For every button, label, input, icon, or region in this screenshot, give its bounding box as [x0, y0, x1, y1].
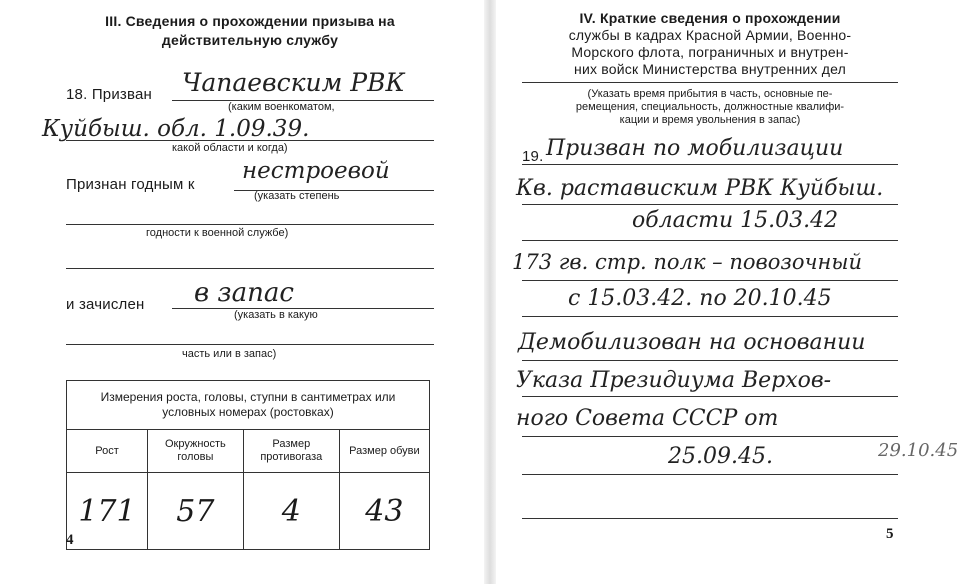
section-iii-title-line2: действительную службу: [161, 32, 339, 48]
instruction-caption-1: (Указать время прибытия в часть, основные пе-: [587, 88, 833, 100]
entry-number: 19.: [522, 148, 544, 165]
ruled-line-4: [522, 280, 898, 281]
degree-caption-a: (указать степень: [254, 190, 340, 202]
enrolled-handwritten: в запас: [194, 278, 294, 308]
ruled-line-3: [522, 240, 898, 241]
called-label: 18. Призван: [66, 86, 153, 103]
section-iv-title-line1: IV. Краткие сведения о прохождении: [579, 10, 841, 26]
spine-gutter: [484, 0, 496, 584]
ruled-line-1: [522, 164, 898, 165]
section-iii-title: [60, 12, 440, 50]
fit-label: Признан годным к: [66, 176, 195, 193]
called-handwritten: Чапаевским РВК: [182, 68, 405, 97]
entry-line-7: Указа Президиума Верхов-: [516, 368, 832, 393]
instruction-caption-2: ремещения, специальность, должностные квалифи-: [575, 101, 845, 113]
col-gas-mask-size: Размер противогаза: [243, 430, 339, 473]
measurements-header: Измерения роста, головы, ступни в сантиметрах или условных номерах (ростовках): [67, 381, 430, 430]
section-iv-title: [522, 10, 898, 78]
ruled-line-6: [522, 360, 898, 361]
entry-line-1: Призван по мобилизации: [546, 136, 844, 161]
region-date-line: [66, 140, 434, 141]
ruled-line-10: [522, 518, 898, 519]
instruction-caption-3: кации и время увольнения в запас): [619, 114, 801, 126]
which-caption-b: часть или в запас): [182, 348, 277, 360]
ruled-line-8: [522, 436, 898, 437]
col-head-circumference: Окружность головы: [147, 430, 243, 473]
entry-note: 29.10.45: [878, 440, 959, 461]
entry-line-4: 173 гв. стр. полк – повозочный: [512, 250, 862, 274]
section-iii-title-line1: III. Сведения о прохождении призыва на: [105, 13, 395, 29]
region-date-handwritten: Куйбыш. обл. 1.09.39.: [42, 116, 310, 142]
degree-line: [66, 224, 434, 225]
entry-line-2: Кв. растависким РВК Куйбыш.: [516, 176, 884, 201]
left-page: [0, 0, 480, 584]
measurements-table: [66, 380, 430, 550]
blank-line-1: [66, 268, 434, 269]
title-underline: [522, 82, 898, 83]
section-iv-title-line2: службы в кадрах Красной Армии, Военно-: [568, 27, 852, 43]
page-number-right: 5: [886, 526, 894, 542]
value-gas-mask-size: 4: [243, 473, 339, 550]
right-page: [500, 0, 980, 584]
entry-line-9: 25.09.45.: [668, 444, 773, 469]
section-iv-title-line3: Морского флота, пограничных и внутрен-: [571, 44, 849, 60]
entry-line-6: Демобилизован на основании: [518, 330, 866, 355]
instruction-caption: [522, 88, 898, 127]
degree-caption-b: годности к военной службе): [146, 227, 289, 239]
region-date-caption: какой области и когда): [172, 142, 288, 154]
section-iv-title-line4: них войск Министерства внутренних дел: [574, 61, 846, 77]
ruled-line-2: [522, 204, 898, 205]
entry-line-8: ного Совета СССР от: [516, 406, 779, 431]
ruled-line-7: [522, 396, 898, 397]
fit-handwritten: нестроевой: [242, 158, 390, 184]
ruled-line-5: [522, 316, 898, 317]
col-height: Рост: [67, 430, 148, 473]
entry-line-5: с 15.03.42. по 20.10.45: [568, 286, 832, 311]
value-head-circumference: 57: [147, 473, 243, 550]
value-shoe-size: 43: [339, 473, 429, 550]
page-number-left: 4: [66, 532, 74, 548]
which-line: [66, 344, 434, 345]
col-shoe-size: Размер обуви: [339, 430, 429, 473]
enrolled-label: и зачислен: [66, 296, 145, 313]
which-caption-a: (указать в какую: [234, 309, 318, 321]
value-height: 171: [67, 473, 148, 550]
by-which-office-caption: (каким военкоматом,: [228, 101, 335, 113]
entry-line-3: области 15.03.42: [632, 208, 839, 233]
ruled-line-9: [522, 474, 898, 475]
